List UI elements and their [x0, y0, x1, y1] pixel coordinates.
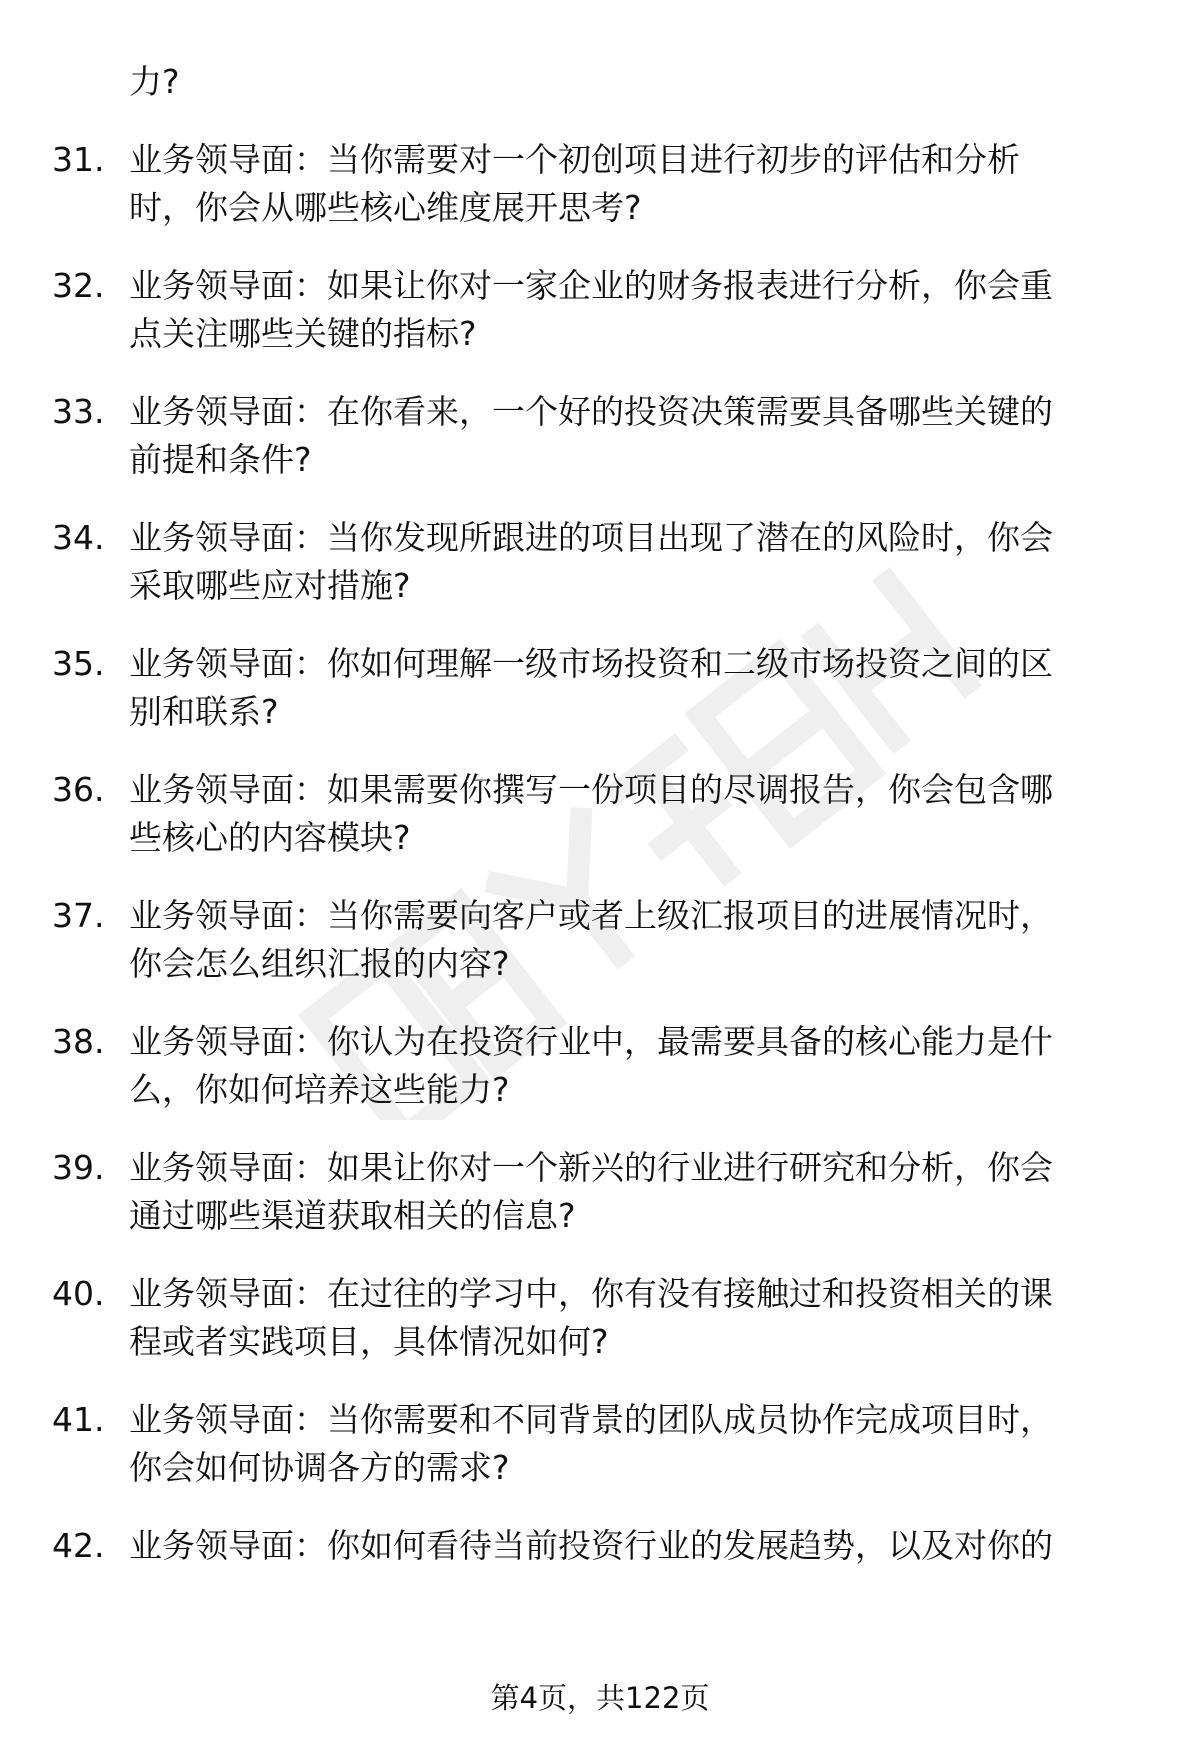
item-number: 42. [52, 1526, 105, 1565]
item-number: 35. [52, 644, 105, 683]
item-text-line: 你会如何协调各方的需求? [129, 1448, 510, 1487]
item-text-line: 业务领导面：如果让你对一家企业的财务报表进行分析，你会重 [129, 266, 1053, 305]
list-item [52, 136, 1152, 232]
item-number: 32. [52, 266, 105, 305]
item-text-line: 业务领导面：如果需要你撰写一份项目的尽调报告，你会包含哪 [129, 770, 1053, 809]
item-text [129, 640, 1152, 736]
item-text [129, 262, 1152, 358]
list-item [52, 514, 1152, 610]
item-text-line: 业务领导面：在过往的学习中，你有没有接触过和投资相关的课 [129, 1274, 1053, 1313]
item-number: 34. [52, 518, 105, 557]
question-list [52, 58, 1152, 1570]
item-text-line: 通过哪些渠道获取相关的信息? [129, 1196, 576, 1235]
item-text [129, 388, 1152, 484]
item-text-line: 程或者实践项目，具体情况如何? [129, 1322, 609, 1361]
item-text [129, 1522, 1152, 1570]
list-item [52, 1270, 1152, 1366]
item-text-line: 么，你如何培养这些能力? [129, 1070, 510, 1109]
item-number: 38. [52, 1022, 105, 1061]
item-text-line: 业务领导面：如果让你对一个新兴的行业进行研究和分析，你会 [129, 1148, 1053, 1187]
item-text-line: 业务领导面：你认为在投资行业中，最需要具备的核心能力是什 [129, 1022, 1053, 1061]
list-item [52, 640, 1152, 736]
item-text-line: 你会怎么组织汇报的内容? [129, 944, 510, 983]
item-number: 41. [52, 1400, 105, 1439]
item-text-line: 业务领导面：在你看来，一个好的投资决策需要具备哪些关键的 [129, 392, 1053, 431]
continuation-text: 力? [129, 62, 180, 101]
item-number: 36. [52, 770, 105, 809]
item-text [129, 136, 1152, 232]
list-item [52, 1018, 1152, 1114]
list-item [52, 1396, 1152, 1492]
item-text [129, 514, 1152, 610]
page-footer: 第4页，共122页 [490, 1681, 710, 1715]
item-text [129, 892, 1152, 988]
item-text-line: 采取哪些应对措施? [129, 566, 411, 605]
list-item [52, 262, 1152, 358]
item-text [129, 1270, 1152, 1366]
item-text-line: 别和联系? [129, 692, 279, 731]
item-number: 39. [52, 1148, 105, 1187]
item-text-line: 点关注哪些关键的指标? [129, 314, 477, 353]
list-item [52, 1144, 1152, 1240]
item-text [129, 1396, 1152, 1492]
item-text-line: 业务领导面：当你需要和不同背景的团队成员协作完成项目时， [129, 1400, 1053, 1439]
item-text [129, 1144, 1152, 1240]
list-item [52, 1522, 1152, 1570]
item-number: 40. [52, 1274, 105, 1313]
item-text-line: 业务领导面：当你需要对一个初创项目进行初步的评估和分析 [129, 140, 1020, 179]
list-item [52, 892, 1152, 988]
item-text-line: 时，你会从哪些核心维度展开思考? [129, 188, 642, 227]
item-text-line: 业务领导面：你如何理解一级市场投资和二级市场投资之间的区 [129, 644, 1053, 683]
item-text-line: 些核心的内容模块? [129, 818, 411, 857]
item-text [129, 1018, 1152, 1114]
item-text-line: 业务领导面：当你需要向客户或者上级汇报项目的进展情况时， [129, 896, 1053, 935]
item-text-line: 业务领导面：你如何看待当前投资行业的发展趋势，以及对你的 [129, 1526, 1053, 1565]
item-number: 31. [52, 140, 105, 179]
item-text-line: 前提和条件? [129, 440, 312, 479]
list-item [52, 766, 1152, 862]
item-number: 33. [52, 392, 105, 431]
item-text [129, 766, 1152, 862]
list-item [52, 388, 1152, 484]
item-text-line: 业务领导面：当你发现所跟进的项目出现了潜在的风险时，你会 [129, 518, 1053, 557]
item-number: 37. [52, 896, 105, 935]
